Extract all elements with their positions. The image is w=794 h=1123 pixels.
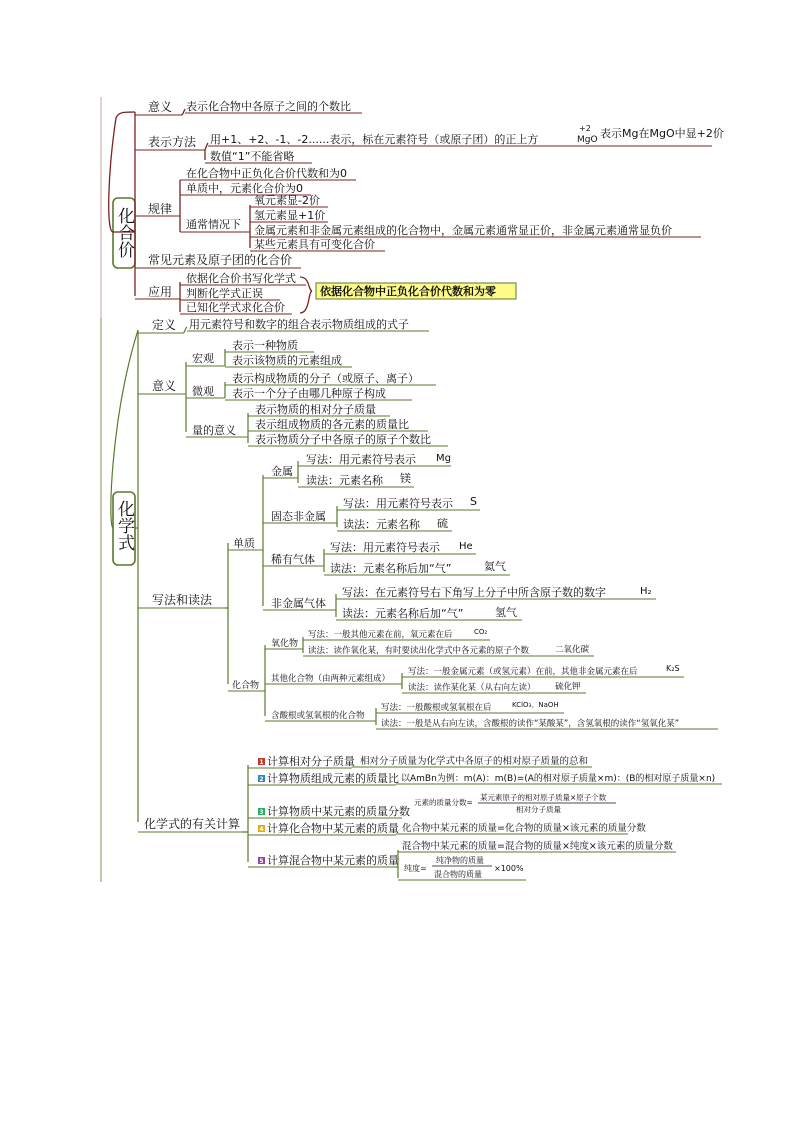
solid-write: 写法：用元素符号表示 <box>343 497 453 510</box>
calc-3-lhs: 元素的质量分数= <box>414 798 473 807</box>
calc-2-node[interactable]: 计算物质组成元素的质量比 <box>267 772 399 785</box>
usual-oxygen: 氧元素显-2价 <box>254 194 320 207</box>
mgo-note: 表示Mg在MgO中显+2价 <box>600 127 724 140</box>
noble-read: 读法：元素名称后加“气” <box>330 562 452 575</box>
oxide-read-example: 二氧化碳 <box>555 645 590 655</box>
noble-write-example: He <box>459 541 473 552</box>
acid-write: 写法：一般酸根或氢氧根在后 <box>381 703 492 713</box>
valence-rule-2: 单质中，元素化合价为0 <box>186 182 303 195</box>
calc-1-node[interactable]: 计算相对分子质量 <box>267 755 355 768</box>
formula-meaning-node[interactable]: 意义 <box>152 379 177 393</box>
application-3: 已知化学式求化合价 <box>186 301 285 314</box>
usual-variable: 某些元素具有可变化合价 <box>254 238 375 251</box>
calc-badge-number: 1 <box>259 759 264 766</box>
mgo-formula: MgO <box>577 135 598 145</box>
micro-2: 表示一个分子由哪几种原子构成 <box>232 387 386 400</box>
calc-2-text: 以AmBn为例：m(A)：m(B)=(A的相对原子质量×m)：(B的相对原子质量×n) <box>401 774 716 784</box>
solid-read-example: 硫 <box>437 517 448 530</box>
calc-5-text: 混合物中某元素的质量=混合物的质量×纯度×该元素的质量分数 <box>402 841 673 852</box>
application-2: 判断化学式正误 <box>186 287 263 300</box>
oxide-write-example: CO₂ <box>474 628 488 636</box>
quantity-2: 表示组成物质的各元素的质量比 <box>255 418 409 431</box>
acid-radical-node[interactable]: 含酸根或氢氧根的化合物 <box>271 711 365 721</box>
macro-2: 表示该物质的元素组成 <box>232 354 342 367</box>
other-write-example: K₂S <box>666 664 680 673</box>
other-write: 写法：一般金属元素（或氢元素）在前，其他非金属元素在后 <box>408 667 638 677</box>
valence-notation-text-1: 用+1、+2、-1、-2......表示，标在元素符号（或原子团）的正上方 <box>210 133 539 146</box>
metal-node[interactable]: 金属 <box>271 465 293 478</box>
valence-meaning-text: 表示化合物中各原子之间的个数比 <box>186 100 351 113</box>
meaning-macro-node[interactable]: 宏观 <box>192 352 214 365</box>
application-1: 依据化合价书写化学式 <box>186 272 296 285</box>
section-calculation <box>138 754 722 880</box>
oxide-write: 写法：一般其他元素在前，氧元素在后 <box>308 630 453 640</box>
calc-5-lhs: 纯度= <box>404 864 427 873</box>
acid-read: 读法：一般是从右向左读，含酸根的读作“某酸某”，含氢氧根的读作“氢氧化某” <box>381 719 680 729</box>
calc-badge-number: 5 <box>259 858 264 865</box>
noble-read-example: 氦气 <box>484 560 506 573</box>
other-read: 读法：读作某化某（从右向左读） <box>408 683 536 693</box>
usual-hydrogen: 氢元素显+1价 <box>254 209 326 222</box>
formula-writing-node[interactable]: 写法和读法 <box>152 593 213 607</box>
nonmetal-write-example: H₂ <box>640 586 652 597</box>
calc-3-denominator: 相对分子质量 <box>516 805 561 814</box>
macro-1: 表示一种物质 <box>232 339 298 352</box>
metal-read: 读法：元素名称 <box>306 474 383 487</box>
acid-write-example: KClO₃、NaOH <box>512 701 559 709</box>
nonmetal-gas-node[interactable]: 非金属气体 <box>271 597 326 610</box>
quantity-1: 表示物质的相对分子质量 <box>255 403 376 416</box>
valence-application-node[interactable]: 应用 <box>148 285 173 299</box>
application-bracket <box>300 277 312 313</box>
valence-root-label: 化合价 <box>114 207 134 258</box>
oxide-read: 读法：读作氧化某，有时要读出化学式中各元素的原子个数 <box>308 646 530 656</box>
calc-badge-number: 3 <box>259 809 264 816</box>
valence-rule-1: 在化合物中正负化合价代数和为0 <box>186 167 347 180</box>
other-compound-node[interactable]: 其他化合物（由两种元素组成） <box>271 674 391 684</box>
calc-4-text: 化合物中某元素的质量=化合物的质量×该元素的质量分数 <box>402 823 646 834</box>
calc-4-node[interactable]: 计算化合物中某元素的质量 <box>267 822 399 835</box>
micro-1: 表示构成物质的分子（或原子、离子） <box>232 372 419 385</box>
solid-write-example: S <box>470 495 477 508</box>
compound-node[interactable]: 化合物 <box>232 681 260 691</box>
calc-5-numerator: 纯净物的质量 <box>436 856 484 865</box>
valence-common-node[interactable]: 常见元素及原子团的化合价 <box>148 253 293 267</box>
noble-gas-node[interactable]: 稀有气体 <box>271 553 315 566</box>
solid-nonmetal-node[interactable]: 固态非金属 <box>271 510 326 523</box>
mgo-superscript: +2 <box>579 124 591 133</box>
usual-metal-nonmetal: 金属元素和非金属元素组成的化合物中，金属元素通常显正价，非金属元素通常显负价 <box>254 224 672 237</box>
valence-meaning-node[interactable]: 意义 <box>148 100 173 114</box>
application-note: 依据化合物中正负化合价代数和为零 <box>320 285 496 298</box>
formula-definition-text: 用元素符号和数字的组合表示物质组成的式子 <box>189 318 409 331</box>
metal-read-example: 镁 <box>400 472 411 485</box>
section-formula <box>101 317 718 882</box>
calc-3-numerator: 某元素原子的相对原子质量×原子个数 <box>480 793 607 802</box>
meaning-quantity-node[interactable]: 量的意义 <box>192 424 236 437</box>
oxide-node[interactable]: 氧化物 <box>271 639 299 649</box>
meaning-micro-node[interactable]: 微观 <box>192 385 214 398</box>
calc-5-multiplier: ×100% <box>494 864 524 873</box>
valence-usual-node[interactable]: 通常情况下 <box>186 218 241 231</box>
nonmetal-read-example: 氢气 <box>495 606 517 619</box>
simple-substance-node[interactable]: 单质 <box>233 537 255 550</box>
calc-badges <box>258 758 265 865</box>
formula-root-label: 化学式 <box>114 500 134 551</box>
metal-write-example: Mg <box>436 453 451 464</box>
calc-1-text: 相对分子质量为化学式中各原子的相对原子质量的总和 <box>360 756 589 767</box>
section-valence <box>109 99 724 314</box>
calc-3-node[interactable]: 计算物质中某元素的质量分数 <box>267 805 410 818</box>
valence-rules-node[interactable]: 规律 <box>148 202 173 216</box>
quantity-3: 表示物质分子中各原子的原子个数比 <box>255 433 431 446</box>
calc-5-denominator: 混合物的质量 <box>434 870 482 879</box>
calc-5-node[interactable]: 计算混合物中某元素的质量 <box>267 854 399 867</box>
other-read-example: 硫化钾 <box>555 682 581 692</box>
metal-write: 写法：用元素符号表示 <box>306 453 416 466</box>
calc-root[interactable]: 化学式的有关计算 <box>144 817 241 831</box>
valence-notation-text-2: 数值“1”不能省略 <box>210 150 295 163</box>
nonmetal-write: 写法：在元素符号右下角写上分子中所含原子数的数字 <box>342 586 606 599</box>
calc-badge-number: 4 <box>259 826 264 833</box>
calc-badge-number: 2 <box>259 776 264 783</box>
valence-notation-node[interactable]: 表示方法 <box>148 135 197 149</box>
solid-read: 读法：元素名称 <box>343 518 420 531</box>
nonmetal-read: 读法：元素名称后加“气” <box>342 607 464 620</box>
formula-definition-node[interactable]: 定义 <box>152 318 177 332</box>
noble-write: 写法：用元素符号表示 <box>330 541 440 554</box>
